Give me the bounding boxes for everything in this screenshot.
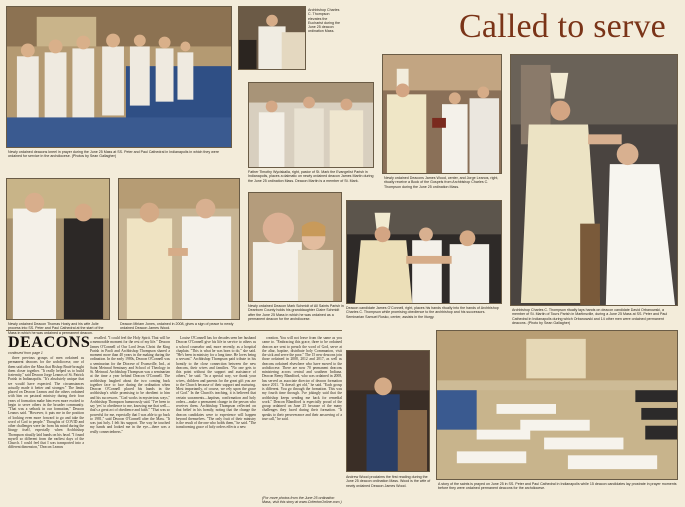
article-column-1 (8, 356, 84, 504)
photo-sign-of-peace (118, 178, 240, 320)
caption-first-reading: Andrew Wood proclaims the first reading during the June 25 deacon ordination Mass. Wood is the wife of newly ordained Deacon James Wood. (346, 475, 431, 488)
photo-first-reading (346, 350, 430, 472)
caption-eucharist-elevation: Archbishop Charles C. Thompson elevates the Eucharist during the June 25 deacon ordination Mass. (308, 8, 340, 34)
article-column-4 (262, 336, 342, 496)
more-photos-note: (For more photos from the June 25 ordination Mass, visit this story at www.CriterionOnline.com.) (262, 496, 342, 505)
photo-promise-of-obedience (346, 200, 502, 304)
photo-dalmatic (248, 82, 374, 168)
column-4-text: creation. You will not leave from the same as you came to. "Embracing this grace, three to be ordained deacon are sent to preach the word of God, serve at the altar, baptize, distribute holy Communion, visit the sick and serve the poor." The 15 new deacons join those ordained in 2008, 2012 and 2017, as well as deacons ordained elsewhere who have moved to the archdiocese. There are now 70 permanent deacons ministering across central and southern Indiana. Deacon Remy Blandford, who was ordained in 2008, has served as associate director of deacon formation since 2011. "It doesn't get old," he said. "Each group is different. You go through the formation. This was my fourth time through. I've jokingly said that the archbishop keeps sending me back for remedial work." Deacon Blandford is especially proud of the group ordained on June 25 because of the many challenges they faced during their formation. "It speaks to their perseverance and their answering of a true call," he said. (262, 336, 342, 421)
caption-deacons-kneeling: Newly ordained deacons kneel in prayer during the June 25 Mass at SS. Peter and Paul Cathedral in Indianapolis in which they were ordained for service in the archdiocese. (Photos by Sean Gallagher) (8, 150, 219, 159)
caption-laying-on-of-hands: Archbishop Charles C. Thompson ritually lays hands on deacon candidate David Orbanowski, a member of St. Martin of Tours Parish in Martinsville, during a June 25 Mass at SS. Peter and Paul Cathedral in Indianapolis during which Orbanowski and 14 other men were ordained permanent deacons. (Photo by Sean Gallagher) (512, 308, 668, 325)
continued-note: continued from page 1 (8, 351, 43, 355)
photo-book-of-gospels (382, 54, 502, 174)
article-column-3 (176, 336, 256, 504)
article-column-2 (90, 336, 170, 504)
photo-eucharist-elevation (238, 6, 306, 70)
photo-deacons-kneeling (6, 6, 232, 148)
caption-promise-of-obedience: Deacon candidate James O'Connell, right, places his hands ritually into the hands of Archbishop Charles C. Thompson while promising obedience to the archbishop and his successors. Seminarian Samuel Rosko, center, assists in the liturgy. (346, 306, 499, 319)
caption-litany-prostrate: A story of the saints is prayed on June 25 in SS. Peter and Paul Cathedral in Indianapolis while 15 deacon candidates lay prostrate in prayer moments before they were ordained permanent deacons for the archdiocese. (438, 482, 677, 491)
photo-litany-prostrate (436, 330, 678, 480)
caption-hosty-procession: Newly ordained Deacon Thomas Hosty and his wife Julie process into SS. Peter and Paul Cathedral at the start of the Mass in which he was ordained a permanent deacon. (8, 322, 104, 335)
caption-book-of-gospels: Newly ordained Deacons James Wood, center, and Jorge Leanos, right, ritually receive a Book of the Gospels from Archbishop Charles C. Thompson during the June 25 ordination Mass. (384, 176, 499, 189)
section-divider (6, 330, 342, 331)
column-2-text: recalled. "I could feel the Holy Spirit. That will be a memorable moment for the rest of my life." Deacon James O'Connell of Our Lord Jesus Christ the King Parish in Paoli and Archbishop Thompson shared a moment more than 40 years in the making during the ordination. In the early 1980s, Deacon O'Connell was a seminarian for the Diocese of Evansville, Ind., at Saint Meinrad Seminary and School of Theology in St. Meinrad. Archbishop Thompson was a seminarian at the time a year behind Deacon O'Connell. The archbishop laughed about the two coming back together face to face during the ordination when Deacon O'Connell placed his hands in the archbishop's while promising to be obedient to him and his successors. "God works in mysterious ways," Archbishop Thompson humorously said. "I've been to say 'yes' to obedience to me, knowing me that well—that's a great act of obedience and faith." "That was so powerful for me, especially that I was able to go back to 1981," said Deacon O'Connell after the Mass. "It was just holy. I felt his support. The way he touched my hands and looked me in the eye—there was a really connectedness." (90, 336, 170, 434)
photo-hosty-procession (6, 178, 110, 320)
page-title: Called to serve (459, 8, 666, 45)
section-heading: DEACONS (8, 334, 91, 351)
caption-sign-of-peace: Deacon Miriam Jones, ordained in 2008, gives a sign of peace to newly ordained Deacon James Wood. (120, 322, 234, 331)
caption-dalmatic: Father Timothy Wyciskalla, right, pastor of St. Mark the Evangelist Parish in Indianapolis, places a dalmatic on newly ordained deacon James Martin during the June 25 ordination Mass. Deacon Martin is a member of St. Mark. (248, 170, 374, 183)
photo-schmidt-granddaughter (248, 192, 342, 302)
column-1-text: three previous groups of men ordained as permanent deacons for the archdiocese, one of them said after the Mass that Bishop Bruté brought them closer together. "It really helped us to build fraternity," said Deacon Jorge Leanos of St. Patrick Parish in Indianapolis. "It's absolutely unique that we would have expected. The circumstances actually made it better and stronger." The limits placed on Deacon Leanos and the others ordained with him on pastoral ministry during their four years of formation make him even more excited to begin to serve others in the broader community. "That was a setback in our formation," Deacon Leanos said. "However, it puts me in the position of looking even more forward to go and take the word of God to people." Thoughts of COVID and other challenges were far from his mind during the liturgy itself, especially when Archbishop Thompson ritually laid hands on his head. "I found myself so different from the earliest days of the Church. I could feel that I was transported into a different dimension," Deacon Leanos (8, 356, 84, 450)
column-3-text: Louise O'Connell has for decades seen her husband Deacon O'Connell give his life in service to others as a school counselor and, more recently, as a hospital chaplain. "This is what he was born to do," she said. "He's been in ministry for a long time. He loves being a servant." Archbishop Thompson paid tribute in his homily to the close connection between the new deacons, their wives and families. "No one gets to this point without the support and assistance of others," he said. "In a special way, we thank your wives, children and parents for the great gift you are to the Church because of their support and nurturing. Most importantly, of course, we rely upon the grace of God." In the Church's teaching, it is believed that certain sacraments—baptism, confirmation and holy orders—make a permanent change in the person who receives them. Archbishop Thompson reflected on that belief in his homily, noting that the change the deacon candidates were to experience will happen beyond themselves. "The only fruit of their ministry is the result of the one who holds them," he said. "The transforming grace of holy orders effects a new (176, 336, 256, 430)
photo-laying-on-of-hands (510, 54, 678, 306)
caption-schmidt-granddaughter: Newly ordained Deacon Mark Schmidt of All Saints Parish in Dearborn County holds his granddaughter Claire Schmidt after the June 25 Mass in which he was ordained as a permanent deacon for the archdiocese. (248, 304, 344, 321)
